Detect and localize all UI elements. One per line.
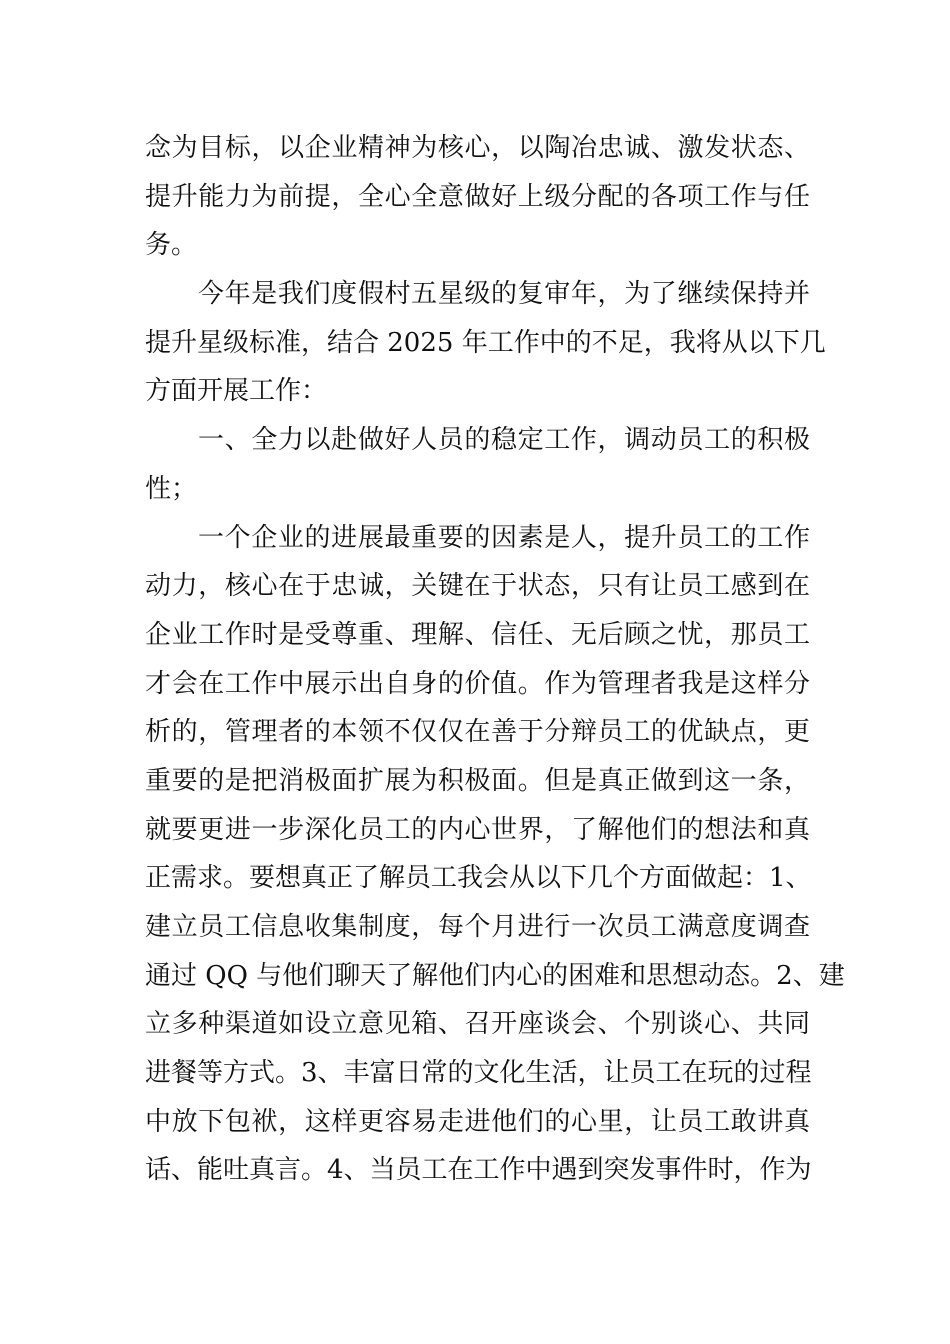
text-line: 正需求。要想真正了解员工我会从以下几个方面做起：1、 — [145, 863, 812, 894]
text-line: 话、能吐真言。4、当员工在工作中遇到突发事件时，作为 — [145, 1155, 812, 1186]
body-text — [145, 124, 845, 1195]
text-line: 提升能力为前提，全心全意做好上级分配的各项工作与任 — [145, 181, 810, 212]
text-line: 析的，管理者的本领不仅仅在善于分辩员工的优缺点，更 — [145, 717, 810, 748]
text-line: 一、全力以赴做好人员的稳定工作，调动员工的积极 — [198, 425, 810, 456]
text-line: 重要的是把消极面扩展为积极面。但是真正做到这一条， — [145, 765, 810, 796]
text-line: 就要更进一步深化员工的内心世界，了解他们的想法和真 — [145, 814, 810, 845]
text-line: 方面开展工作： — [145, 376, 328, 407]
text-line: 中放下包袱，这样更容易走进他们的心里，让员工敢讲真 — [145, 1106, 810, 1137]
text-line: 通过 QQ 与他们聊天了解他们内心的困难和思想动态。2、建 — [145, 960, 845, 991]
text-line: 立多种渠道如设立意见箱、召开座谈会、个别谈心、共同 — [145, 1009, 810, 1040]
text-line: 一个企业的进展最重要的因素是人，提升员工的工作 — [198, 522, 810, 553]
text-line: 进餐等方式。3、丰富日常的文化生活，让员工在玩的过程 — [145, 1058, 812, 1089]
text-line: 动力，核心在于忠诚，关键在于状态，只有让员工感到在 — [145, 571, 810, 602]
text-line: 务。 — [145, 230, 198, 261]
text-line: 建立员工信息收集制度，每个月进行一次员工满意度调查 — [145, 912, 810, 942]
text-line: 今年是我们度假村五星级的复审年，为了继续保持并 — [198, 279, 810, 310]
text-line: 提升星级标准，结合 2025 年工作中的不足，我将从以下几 — [145, 327, 826, 358]
text-line: 性； — [145, 473, 198, 504]
text-line: 企业工作时是受尊重、理解、信任、无后顾之忧，那员工 — [145, 619, 810, 650]
text-line: 念为目标，以企业精神为核心，以陶冶忠诚、激发状态、 — [145, 133, 810, 163]
text-line: 才会在工作中展示出自身的价值。作为管理者我是这样分 — [145, 668, 810, 699]
